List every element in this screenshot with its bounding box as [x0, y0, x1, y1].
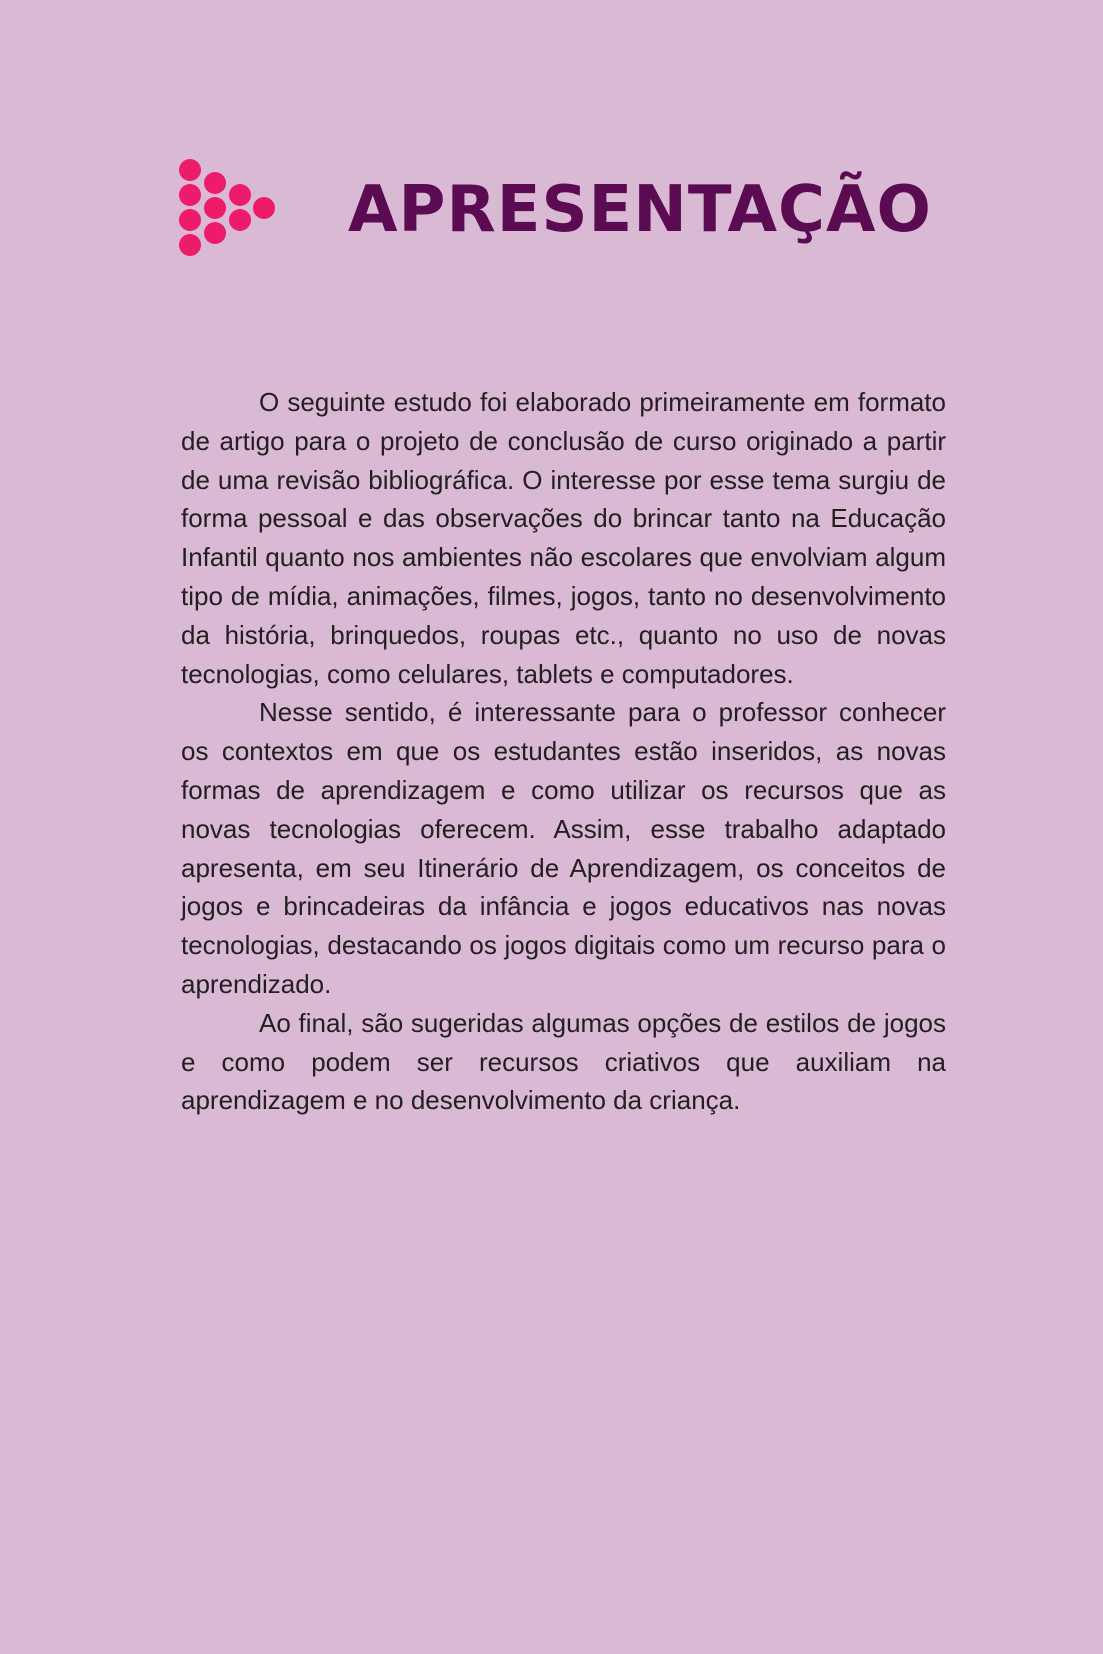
page-title: APRESENTAÇÃO [348, 173, 932, 247]
dots-arrow-icon [178, 158, 278, 266]
paragraph: Ao final, são sugeridas algumas opções de estilos de jogos e como podem ser recursos criativos que auxiliam na aprendizagem e no desenvolvimento da criança. [181, 1007, 946, 1116]
body-text [181, 383, 946, 1120]
paragraph: O seguinte estudo foi elaborado primeiramente em formato de artigo para o projeto de conclusão de curso originado a partir de uma revisão bibliográfica. O interesse por esse tema surgiu de forma pessoal e das observações do brincar tanto na Educação Infantil quanto nos ambientes não escolares que envolviam algum tipo de mídia, animações, filmes, jogos, tanto no desenvolvimento da história, brinquedos, roupas etc., quanto no uso de novas tecnologias, como celulares, tablets e computadores. [181, 387, 946, 689]
paragraph: Nesse sentido, é interessante para o professor conhecer os contextos em que os estudantes estão inseridos, as novas formas de aprendizagem e como utilizar os recursos que as novas tecnologias oferecem. Assim, esse trabalho adaptado apresenta, em seu Itinerário de Aprendizagem, os conceitos de jogos e brincadeiras da infância e jogos educativos nas novas tecnologias, destacando os jogos digitais como um recurso para o aprendizado. [181, 697, 946, 999]
section-header [178, 158, 938, 268]
